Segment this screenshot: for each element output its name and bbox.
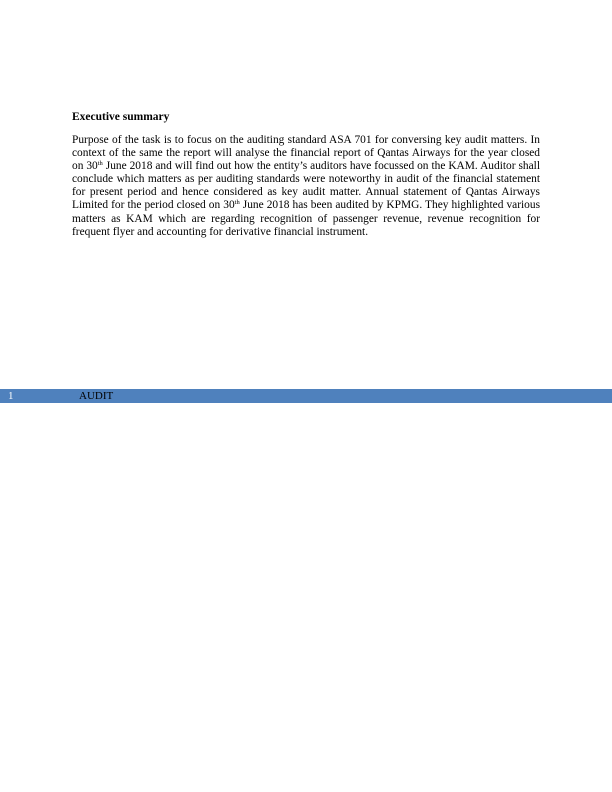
executive-summary-paragraph	[72, 134, 540, 239]
ordinal-superscript-1: th	[97, 160, 103, 168]
page-footer-band	[0, 389, 612, 403]
paragraph-text-part-2: June 2018 and will find out how the entity’s auditors have focussed on the KAM. Auditor shall conclude which matters as per auditing standards were noteworthy in audit of the financial statement for present period and hence considered as key audit matter. Annual statement of Qantas Airways Limited for the period closed on 30	[72, 160, 540, 212]
section-heading: Executive summary	[72, 111, 170, 123]
ordinal-superscript-2: th	[234, 199, 240, 207]
paragraph-text-part-3: June 2018 has been audited by KPMG. They highlighted various matters as KAM which are regarding recognition of passenger revenue, revenue recognition for frequent flyer and accounting for derivative financial instrument.	[72, 199, 541, 238]
page-number: 1	[8, 390, 14, 402]
paragraph-text-part-1: Purpose of the task is to focus on the auditing standard ASA 701 for conversing key audit matters. In context of the same the report will analyse the financial report of Qantas Airways for the year closed on 30	[72, 134, 540, 173]
footer-title: AUDIT	[79, 390, 114, 402]
